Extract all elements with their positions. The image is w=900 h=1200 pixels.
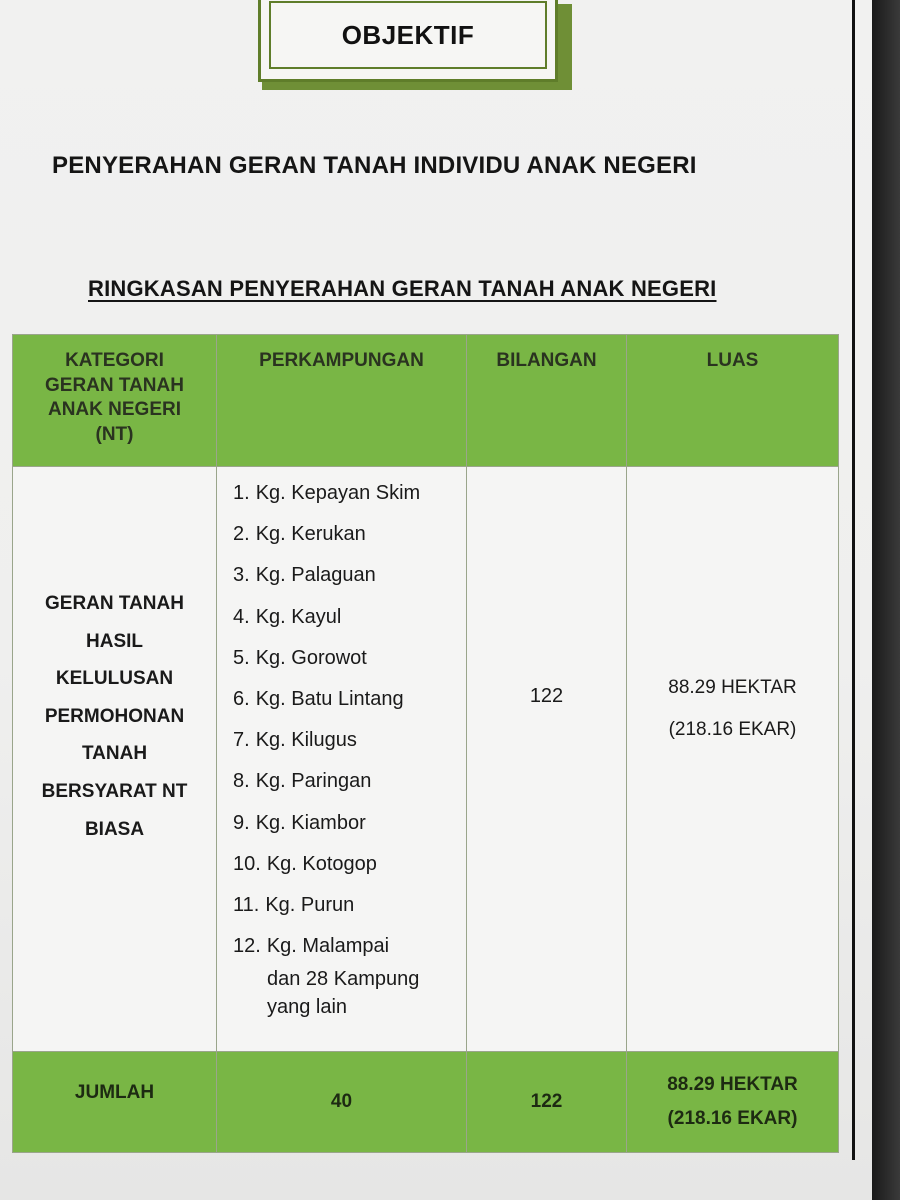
objective-title: OBJEKTIF (341, 19, 475, 50)
village-list (217, 467, 466, 973)
village-name: Kg. Kepayan Skim (255, 482, 421, 504)
category-value: GERAN TANAH HASIL KELULUSAN PERMOHONAN TANAH BERSYARAT NT BIASA (41, 593, 188, 840)
list-item (233, 561, 466, 602)
settlements-cell (217, 467, 467, 1052)
village-name: Kg. Malampai (266, 935, 390, 958)
total-area (627, 1068, 838, 1136)
village-name: Kg. Batu Lintang (255, 687, 404, 710)
land-grant-summary-table (12, 334, 839, 1153)
header-count (467, 335, 627, 467)
area-value (627, 467, 838, 751)
main-title: PENYERAHAN GERAN TANAH INDIVIDU ANAK NEGERI (52, 152, 697, 179)
village-name: Kg. Purun (265, 893, 355, 916)
village-number: 2. (233, 523, 250, 546)
list-item (233, 603, 466, 644)
header-category-text: KATEGORI GERAN TANAH ANAK NEGERI (NT) (45, 350, 184, 446)
list-item (233, 685, 466, 726)
page-edge-shadow (872, 0, 900, 1200)
list-item (233, 850, 466, 891)
village-number: 10. (233, 852, 261, 875)
header-settlements-text: PERKAMPUNGAN (259, 350, 424, 371)
village-number: 7. (233, 729, 250, 752)
village-name: Kg. Kiambor (255, 811, 366, 834)
table-row (13, 467, 839, 1052)
list-item (233, 644, 466, 685)
total-label-cell (13, 1052, 217, 1153)
page-right-rule (852, 0, 855, 1160)
list-item (233, 726, 466, 767)
village-number: 11. (233, 893, 260, 916)
village-number: 3. (233, 564, 250, 587)
header-area-text: LUAS (706, 350, 759, 371)
table-total-row (13, 1052, 839, 1153)
village-name: Kg. Paringan (255, 770, 372, 793)
area-cell (627, 467, 839, 1052)
objective-box-inner (269, 1, 547, 69)
header-count-text: BILANGAN (496, 350, 597, 371)
village-number: 6. (233, 687, 250, 710)
header-settlements (217, 335, 467, 467)
village-name: Kg. Kerukan (255, 523, 366, 546)
objective-box (258, 0, 558, 82)
village-number: 8. (233, 770, 250, 793)
total-label: JUMLAH (74, 1082, 155, 1103)
list-item (233, 479, 466, 520)
count-value: 122 (529, 685, 564, 707)
total-count-cell (467, 1052, 627, 1153)
count-cell (467, 467, 627, 1052)
table-header-row (13, 335, 839, 467)
category-cell (13, 467, 217, 1052)
village-number: 4. (233, 605, 250, 628)
total-area-cell (627, 1052, 839, 1153)
villages-other: dan 28 Kampung yang lain (267, 968, 420, 1019)
total-count: 122 (530, 1091, 563, 1112)
total-area-hectares: 88.29 HEKTAR (667, 1073, 798, 1095)
list-item (233, 891, 466, 932)
summary-subtitle: RINGKASAN PENYERAHAN GERAN TANAH ANAK NEGERI (88, 276, 717, 301)
village-number: 12. (233, 935, 261, 958)
village-name: Kg. Kilugus (255, 729, 357, 752)
village-name: Kg. Gorowot (255, 646, 367, 669)
list-item (233, 520, 466, 561)
list-item (233, 809, 466, 850)
village-name: Kg. Palaguan (255, 564, 376, 587)
header-area (627, 335, 839, 467)
total-settlements-cell (217, 1052, 467, 1153)
total-settlements: 40 (330, 1091, 353, 1112)
total-area-acres: (218.16 EKAR) (667, 1108, 798, 1129)
village-name: Kg. Kayul (255, 605, 342, 628)
village-number: 5. (233, 646, 250, 669)
area-acres: (218.16 EKAR) (668, 718, 797, 740)
list-item (233, 767, 466, 808)
header-category (13, 335, 217, 467)
village-name: Kg. Kotogop (266, 852, 377, 875)
village-number: 9. (233, 811, 250, 834)
village-number: 1. (233, 482, 250, 504)
area-hectares: 88.29 HEKTAR (668, 677, 797, 698)
